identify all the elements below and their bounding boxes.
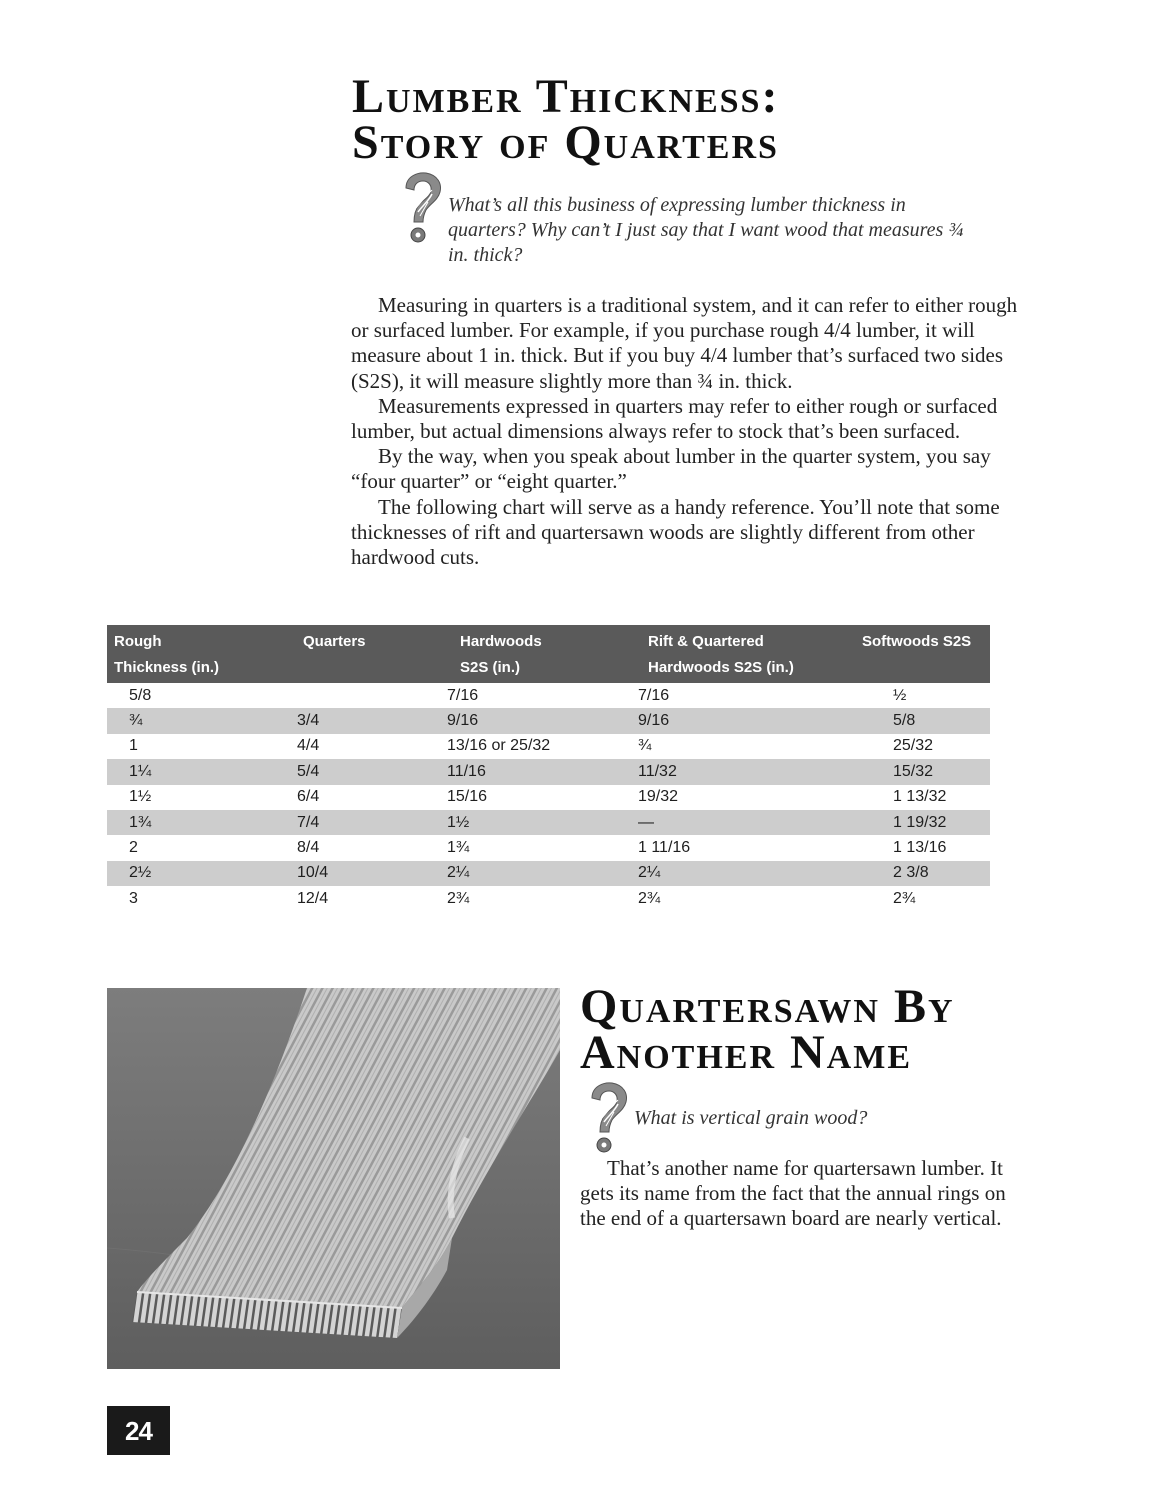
cell-hardwoods: 2¼ <box>447 861 635 886</box>
table-row <box>107 683 990 708</box>
title-line: Lumber Thickness: <box>352 70 780 123</box>
cell-rough: 1¾ <box>107 810 277 835</box>
header-label: Rift & Quartered <box>648 633 764 650</box>
cell-quarters: 10/4 <box>277 861 447 886</box>
header-label: Softwoods S2S <box>862 633 972 650</box>
question-mark-icon <box>398 172 444 244</box>
table-row <box>107 708 990 733</box>
table-row <box>107 861 990 886</box>
header-rift-quartered <box>635 625 838 683</box>
paragraph: By the way, when you speak about lumber in the quarter system, you say “four quarter” or “eight quarter.” <box>351 444 991 494</box>
cell-rift: 2¾ <box>638 889 661 907</box>
header-rough-thickness <box>107 625 277 683</box>
cell-rift: — <box>635 810 838 835</box>
paragraph: That’s another name for quartersawn lumber. It gets its name from the fact that the annual rings on the end of a quartersawn board are nearly vertical. <box>580 1156 1006 1231</box>
cell-rift: 7/16 <box>638 686 670 704</box>
table-row <box>107 810 990 835</box>
table-header-row <box>107 625 990 683</box>
cell-rift: ¾ <box>638 737 652 755</box>
cell-hardwoods: 1¾ <box>447 839 470 857</box>
cell-hardwoods: 7/16 <box>447 686 479 704</box>
answer-text <box>580 1156 1010 1232</box>
cell-quarters: 4/4 <box>297 737 320 755</box>
reader-question: What is vertical grain wood? <box>634 1107 868 1129</box>
cell-softwoods: ½ <box>893 686 907 704</box>
cell-softwoods: 1 19/32 <box>838 810 990 835</box>
header-label: Hardwoods S2S (in.) <box>648 659 794 676</box>
cell-rift: 11/32 <box>635 759 838 784</box>
cell-quarters: 8/4 <box>297 839 320 857</box>
paragraph: Measurements expressed in quarters may refer to either rough or surfaced lumber, but actual dimensions always refer to stock that’s been surfaced. <box>351 393 998 444</box>
cell-softwoods: 1 13/16 <box>893 839 947 857</box>
cell-rough: 2 <box>129 839 138 857</box>
cell-softwoods: 5/8 <box>838 708 990 733</box>
title-line: Another Name <box>580 1026 913 1079</box>
quartersawn-board-photo <box>107 988 560 1369</box>
table-row <box>107 785 990 810</box>
header-label: Thickness (in.) <box>114 659 220 676</box>
table-row <box>107 886 990 911</box>
header-label: S2S (in.) <box>460 659 521 676</box>
question-mark-icon <box>584 1082 630 1154</box>
cell-hardwoods: 9/16 <box>447 708 635 733</box>
cell-rift: 2¼ <box>635 861 838 886</box>
cell-quarters: 12/4 <box>297 889 329 907</box>
cell-quarters: 3/4 <box>277 708 447 733</box>
cell-quarters: 7/4 <box>277 810 447 835</box>
table-row <box>107 835 990 860</box>
cell-hardwoods: 11/16 <box>447 759 635 784</box>
cell-hardwoods: 1½ <box>447 810 635 835</box>
cell-softwoods: 15/32 <box>838 759 990 784</box>
cell-hardwoods: 15/16 <box>447 788 488 806</box>
page-number: 24 <box>107 1406 170 1455</box>
cell-softwoods: 2 3/8 <box>838 861 990 886</box>
cell-softwoods: 1 13/32 <box>893 788 947 806</box>
cell-quarters: 5/4 <box>277 759 447 784</box>
section-title-lumber-thickness <box>352 70 1072 169</box>
header-quarters <box>277 625 447 683</box>
reader-question: What’s all this business of expressing lumber thickness in quarters? Why can’t I just say that I want wood that measures ¾ in. thick? <box>448 194 964 266</box>
lumber-thickness-table <box>107 625 990 912</box>
cell-hardwoods: 13/16 or 25/32 <box>447 737 551 755</box>
cell-softwoods: 2¾ <box>893 889 916 907</box>
cell-rift: 1 11/16 <box>638 839 691 857</box>
cell-hardwoods: 2¾ <box>447 889 470 907</box>
header-softwoods <box>838 625 990 683</box>
title-line: Story of Quarters <box>352 116 779 169</box>
title-line: Quartersawn By <box>580 980 955 1033</box>
cell-rough: 1¼ <box>107 759 277 784</box>
cell-rift: 19/32 <box>638 788 679 806</box>
header-label: Rough <box>114 633 162 650</box>
cell-quarters <box>277 683 447 708</box>
cell-rift: 9/16 <box>635 708 838 733</box>
cell-rough: ¾ <box>107 708 277 733</box>
paragraph: Measuring in quarters is a traditional system, and it can refer to either rough or surfaced lumber. For example, if you purchase rough 4/4 lumber, it will measure about 1 in. thick. But if you buy 4/4 lumber that’s surfaced two sides (S2S), it will measure slightly more than ¾ in. thick. <box>351 293 1018 393</box>
cell-softwoods: 25/32 <box>893 737 934 755</box>
header-hardwoods <box>447 625 635 683</box>
table-row <box>107 734 990 759</box>
intro-text <box>351 293 1019 570</box>
table-row <box>107 759 990 784</box>
cell-rough: 2½ <box>107 861 277 886</box>
cell-quarters: 6/4 <box>297 788 320 806</box>
header-label: Quarters <box>303 633 366 650</box>
cell-rough: 1 <box>129 737 138 755</box>
cell-rough: 1½ <box>129 788 152 806</box>
section-title-quartersawn <box>580 980 1120 1079</box>
header-label: Hardwoods <box>460 633 542 650</box>
cell-rough: 3 <box>129 889 138 907</box>
paragraph: The following chart will serve as a handy reference. You’ll note that some thicknesses of rift and quartersawn woods are slightly different from other hardwood cuts. <box>351 494 1000 570</box>
cell-rough: 5/8 <box>129 686 152 704</box>
